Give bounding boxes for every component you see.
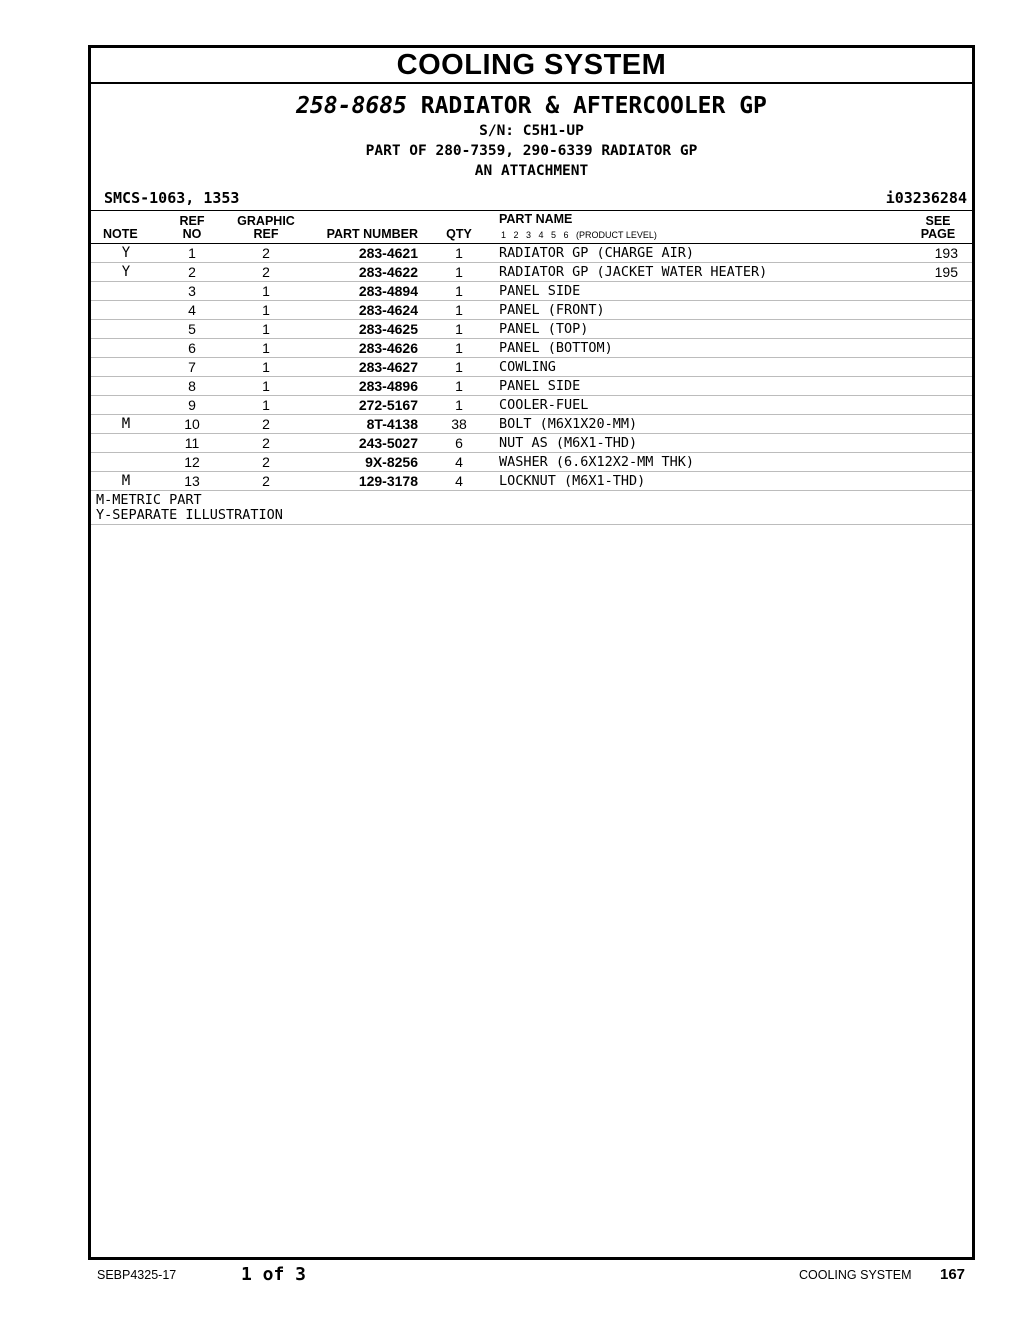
table-row bbox=[91, 282, 972, 301]
qty-cell: 1 bbox=[455, 359, 463, 375]
part-name-cell: RADIATOR GP (CHARGE AIR) bbox=[499, 245, 695, 261]
table-header bbox=[91, 210, 972, 244]
part-of-line: PART OF 280-7359, 290-6339 RADIATOR GP bbox=[365, 143, 698, 159]
qty-cell: 1 bbox=[455, 321, 463, 337]
qty-cell: 1 bbox=[455, 302, 463, 318]
qty-cell: 1 bbox=[455, 283, 463, 299]
qty-cell: 4 bbox=[455, 454, 463, 470]
smcs-row bbox=[91, 188, 972, 208]
graphic-ref-cell: 2 bbox=[262, 473, 270, 489]
note-metric: M-METRIC PART bbox=[96, 492, 202, 508]
ref-no-cell: 6 bbox=[188, 340, 196, 356]
graphic-ref-cell: 1 bbox=[262, 340, 270, 356]
qty-cell: 1 bbox=[455, 245, 463, 261]
part-number-cell: 283-4627 bbox=[358, 359, 418, 375]
part-number-cell: 283-4621 bbox=[358, 245, 418, 261]
part-number-cell: 9X-8256 bbox=[365, 454, 418, 470]
table-row bbox=[91, 244, 972, 263]
header-part-name: PART NAME bbox=[499, 212, 573, 226]
header-see-top: SEE bbox=[925, 214, 951, 228]
header-graphic-top: GRAPHIC bbox=[237, 214, 295, 228]
table-row bbox=[91, 472, 972, 491]
part-name-cell: WASHER (6.6X12X2-MM THK) bbox=[499, 454, 695, 470]
note-cell: Y bbox=[121, 245, 131, 261]
serial-number: S/N: C5H1-UP bbox=[479, 123, 584, 139]
part-name-cell: NUT AS (M6X1-THD) bbox=[499, 435, 638, 451]
part-number-cell: 283-4894 bbox=[358, 283, 418, 299]
table-row bbox=[91, 301, 972, 320]
part-number-cell: 129-3178 bbox=[358, 473, 418, 489]
graphic-ref-cell: 1 bbox=[262, 397, 270, 413]
part-number-cell: 283-4896 bbox=[358, 378, 418, 394]
ref-no-cell: 13 bbox=[184, 473, 200, 489]
ref-no-cell: 8 bbox=[188, 378, 196, 394]
ref-no-cell: 4 bbox=[188, 302, 196, 318]
note-separate-illustration: Y-SEPARATE ILLUSTRATION bbox=[96, 507, 283, 523]
section-title: COOLING SYSTEM bbox=[91, 48, 972, 84]
header-product-levels: 1 2 3 4 5 6 (PRODUCT LEVEL) bbox=[501, 230, 657, 240]
part-name-cell: PANEL SIDE bbox=[499, 378, 581, 394]
table-row bbox=[91, 434, 972, 453]
part-number-cell: 283-4625 bbox=[358, 321, 418, 337]
attachment-line: AN ATTACHMENT bbox=[474, 163, 589, 179]
part-name-cell: BOLT (M6X1X20-MM) bbox=[499, 416, 638, 432]
part-name-cell: PANEL (TOP) bbox=[499, 321, 589, 337]
ref-no-cell: 1 bbox=[188, 245, 196, 261]
graphic-ref-cell: 2 bbox=[262, 416, 270, 432]
header-note: NOTE bbox=[103, 227, 138, 241]
footer-page-of: 1 of 3 bbox=[241, 1264, 307, 1285]
header-graphic-bottom: REF bbox=[253, 227, 279, 241]
graphic-ref-cell: 1 bbox=[262, 321, 270, 337]
qty-cell: 1 bbox=[455, 340, 463, 356]
table-row bbox=[91, 396, 972, 415]
part-name-cell: LOCKNUT (M6X1-THD) bbox=[499, 473, 646, 489]
ref-no-cell: 12 bbox=[184, 454, 200, 470]
table-row bbox=[91, 339, 972, 358]
header-see-bottom: PAGE bbox=[920, 227, 956, 241]
graphic-ref-cell: 2 bbox=[262, 435, 270, 451]
note-cell: M bbox=[121, 416, 131, 432]
qty-cell: 4 bbox=[455, 473, 463, 489]
qty-cell: 6 bbox=[455, 435, 463, 451]
see-page-cell: 195 bbox=[934, 264, 958, 280]
graphic-ref-cell: 2 bbox=[262, 264, 270, 280]
graphic-ref-cell: 2 bbox=[262, 454, 270, 470]
group-part-number: 258-8685 bbox=[296, 93, 407, 119]
footer-section: COOLING SYSTEM bbox=[799, 1268, 912, 1282]
header-ref-top: REF bbox=[179, 214, 205, 228]
qty-cell: 1 bbox=[455, 397, 463, 413]
header-qty: QTY bbox=[446, 227, 472, 241]
group-name: RADIATOR & AFTERCOOLER GP bbox=[420, 93, 767, 119]
part-name-cell: PANEL SIDE bbox=[499, 283, 581, 299]
note-cell: Y bbox=[121, 264, 131, 280]
graphic-ref-cell: 1 bbox=[262, 302, 270, 318]
part-number-cell: 272-5167 bbox=[358, 397, 418, 413]
part-name-cell: PANEL (BOTTOM) bbox=[499, 340, 613, 356]
see-page-cell: 193 bbox=[934, 245, 958, 261]
table-row bbox=[91, 263, 972, 282]
part-number-cell: 8T-4138 bbox=[366, 416, 418, 432]
notes-block bbox=[91, 491, 972, 525]
qty-cell: 38 bbox=[451, 416, 467, 432]
ref-no-cell: 10 bbox=[184, 416, 200, 432]
illustration-id: i03236284 bbox=[885, 189, 967, 207]
part-number-cell: 243-5027 bbox=[358, 435, 418, 451]
smcs-code: SMCS-1063, 1353 bbox=[104, 189, 240, 207]
ref-no-cell: 3 bbox=[188, 283, 196, 299]
part-number-cell: 283-4622 bbox=[358, 264, 418, 280]
group-title bbox=[91, 93, 972, 119]
part-name-cell: PANEL (FRONT) bbox=[499, 302, 605, 318]
graphic-ref-cell: 1 bbox=[262, 283, 270, 299]
table-row bbox=[91, 377, 972, 396]
table-row bbox=[91, 415, 972, 434]
part-name-cell: COOLER-FUEL bbox=[499, 397, 589, 413]
ref-no-cell: 11 bbox=[184, 435, 200, 451]
table-row bbox=[91, 320, 972, 339]
table-row bbox=[91, 453, 972, 472]
ref-no-cell: 7 bbox=[188, 359, 196, 375]
graphic-ref-cell: 1 bbox=[262, 359, 270, 375]
part-number-cell: 283-4626 bbox=[358, 340, 418, 356]
part-number-cell: 283-4624 bbox=[358, 302, 418, 318]
part-name-cell: RADIATOR GP (JACKET WATER HEATER) bbox=[499, 264, 768, 280]
part-name-cell: COWLING bbox=[499, 359, 556, 375]
page-footer bbox=[0, 1264, 1020, 1286]
header-part-number: PART NUMBER bbox=[326, 227, 418, 241]
footer-page-number: 167 bbox=[940, 1266, 966, 1283]
header-ref-bottom: NO bbox=[182, 227, 202, 241]
table-row bbox=[91, 358, 972, 377]
qty-cell: 1 bbox=[455, 264, 463, 280]
ref-no-cell: 2 bbox=[188, 264, 196, 280]
note-cell: M bbox=[121, 473, 131, 489]
ref-no-cell: 9 bbox=[188, 397, 196, 413]
graphic-ref-cell: 1 bbox=[262, 378, 270, 394]
footer-doc-number: SEBP4325-17 bbox=[97, 1268, 177, 1282]
parts-table-body bbox=[91, 244, 972, 491]
graphic-ref-cell: 2 bbox=[262, 245, 270, 261]
qty-cell: 1 bbox=[455, 378, 463, 394]
page-frame bbox=[88, 45, 975, 1260]
ref-no-cell: 5 bbox=[188, 321, 196, 337]
